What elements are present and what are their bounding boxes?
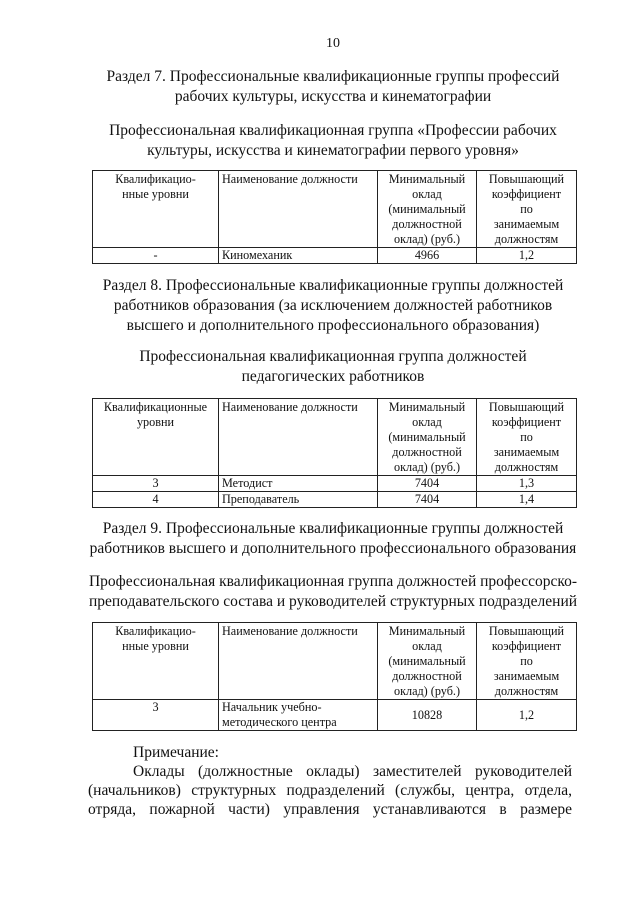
cell-coefficient: 1,2: [477, 248, 577, 264]
section-9-table: [92, 622, 577, 731]
cell-coefficient: 1,3: [477, 476, 577, 492]
heading-line: Раздел 8. Профессиональные квалификационные группы должностей: [102, 277, 564, 294]
cell-salary: 10828: [378, 700, 477, 731]
group-title-line: культуры, искусства и кинематографии первого уровня»: [147, 142, 519, 159]
section-9-group-title: [80, 572, 586, 612]
heading-line: работников высшего и дополнительного профессионального образования: [89, 540, 577, 557]
table-row: [93, 476, 577, 492]
cell-salary: 7404: [378, 492, 477, 508]
section-9-heading: [80, 519, 586, 559]
header-min-salary: Минимальный оклад (минимальный должностной оклад) (руб.): [378, 623, 477, 700]
cell-coefficient: 1,2: [477, 700, 577, 731]
group-title-line: Профессиональная квалификационная группа должностей профессорско-: [88, 573, 578, 590]
heading-line: рабочих культуры, искусства и кинематографии: [174, 88, 492, 105]
heading-line: Раздел 9. Профессиональные квалификационные группы должностей: [102, 520, 564, 537]
table-row: [93, 248, 577, 264]
header-qualification-levels: Квалификацио- нные уровни: [93, 623, 219, 700]
header-qualification-levels: Квалификационные уровни: [93, 399, 219, 476]
cell-salary: 7404: [378, 476, 477, 492]
cell-level: -: [93, 248, 219, 264]
header-position-name: Наименование должности: [219, 623, 378, 700]
table-header-row: [93, 399, 577, 476]
section-7-group-title: [80, 121, 586, 161]
cell-salary: 4966: [378, 248, 477, 264]
group-title-line: Профессиональная квалификационная группа должностей: [139, 348, 527, 365]
note-title: Примечание:: [133, 744, 219, 761]
cell-position: Преподаватель: [219, 492, 378, 508]
group-title-line: преподавательского состава и руководителей структурных подразделений: [88, 593, 578, 610]
cell-level: 4: [93, 492, 219, 508]
header-position-name: Наименование должности: [219, 171, 378, 248]
header-coefficient: Повышающий коэффициент по занимаемым должностям: [477, 623, 577, 700]
group-title-line: Профессиональная квалификационная группа «Профессии рабочих: [109, 122, 557, 139]
header-coefficient: Повышающий коэффициент по занимаемым должностям: [477, 171, 577, 248]
cell-level: 3: [93, 700, 219, 731]
header-min-salary: Минимальный оклад (минимальный должностной оклад) (руб.): [378, 171, 477, 248]
heading-line: высшего и дополнительного профессионального образования): [126, 317, 540, 334]
note-line: Оклады (должностные оклады) заместителей руководителей: [133, 763, 572, 780]
section-8-group-title: [80, 347, 586, 387]
cell-position: Методист: [219, 476, 378, 492]
cell-coefficient: 1,4: [477, 492, 577, 508]
page-number: 10: [326, 36, 340, 51]
header-coefficient: Повышающий коэффициент по занимаемым должностям: [477, 399, 577, 476]
section-8-heading: [80, 276, 586, 336]
table-row: [93, 700, 577, 731]
section-7-heading: [80, 67, 586, 107]
header-position-name: Наименование должности: [219, 399, 378, 476]
cell-level: 3: [93, 476, 219, 492]
header-qualification-levels: Квалификацио- нные уровни: [93, 171, 219, 248]
note-line: (начальников) структурных подразделений (службы, центра, отдела,: [88, 782, 572, 799]
cell-position: Киномеханик: [219, 248, 378, 264]
section-7-table: [92, 170, 577, 264]
section-8-table: [92, 398, 577, 508]
heading-line: работников образования (за исключением должностей работников: [113, 297, 553, 314]
table-header-row: [93, 623, 577, 700]
table-row: [93, 492, 577, 508]
note-block: [88, 743, 572, 819]
note-line: отряда, пожарной части) управления устанавливаются в размере: [88, 801, 572, 818]
group-title-line: педагогических работников: [241, 368, 425, 385]
header-min-salary: Минимальный оклад (минимальный должностной оклад) (руб.): [378, 399, 477, 476]
table-header-row: [93, 171, 577, 248]
cell-position: Начальник учебно- методического центра: [219, 700, 378, 731]
heading-line: Раздел 7. Профессиональные квалификационные группы профессий: [106, 68, 560, 85]
